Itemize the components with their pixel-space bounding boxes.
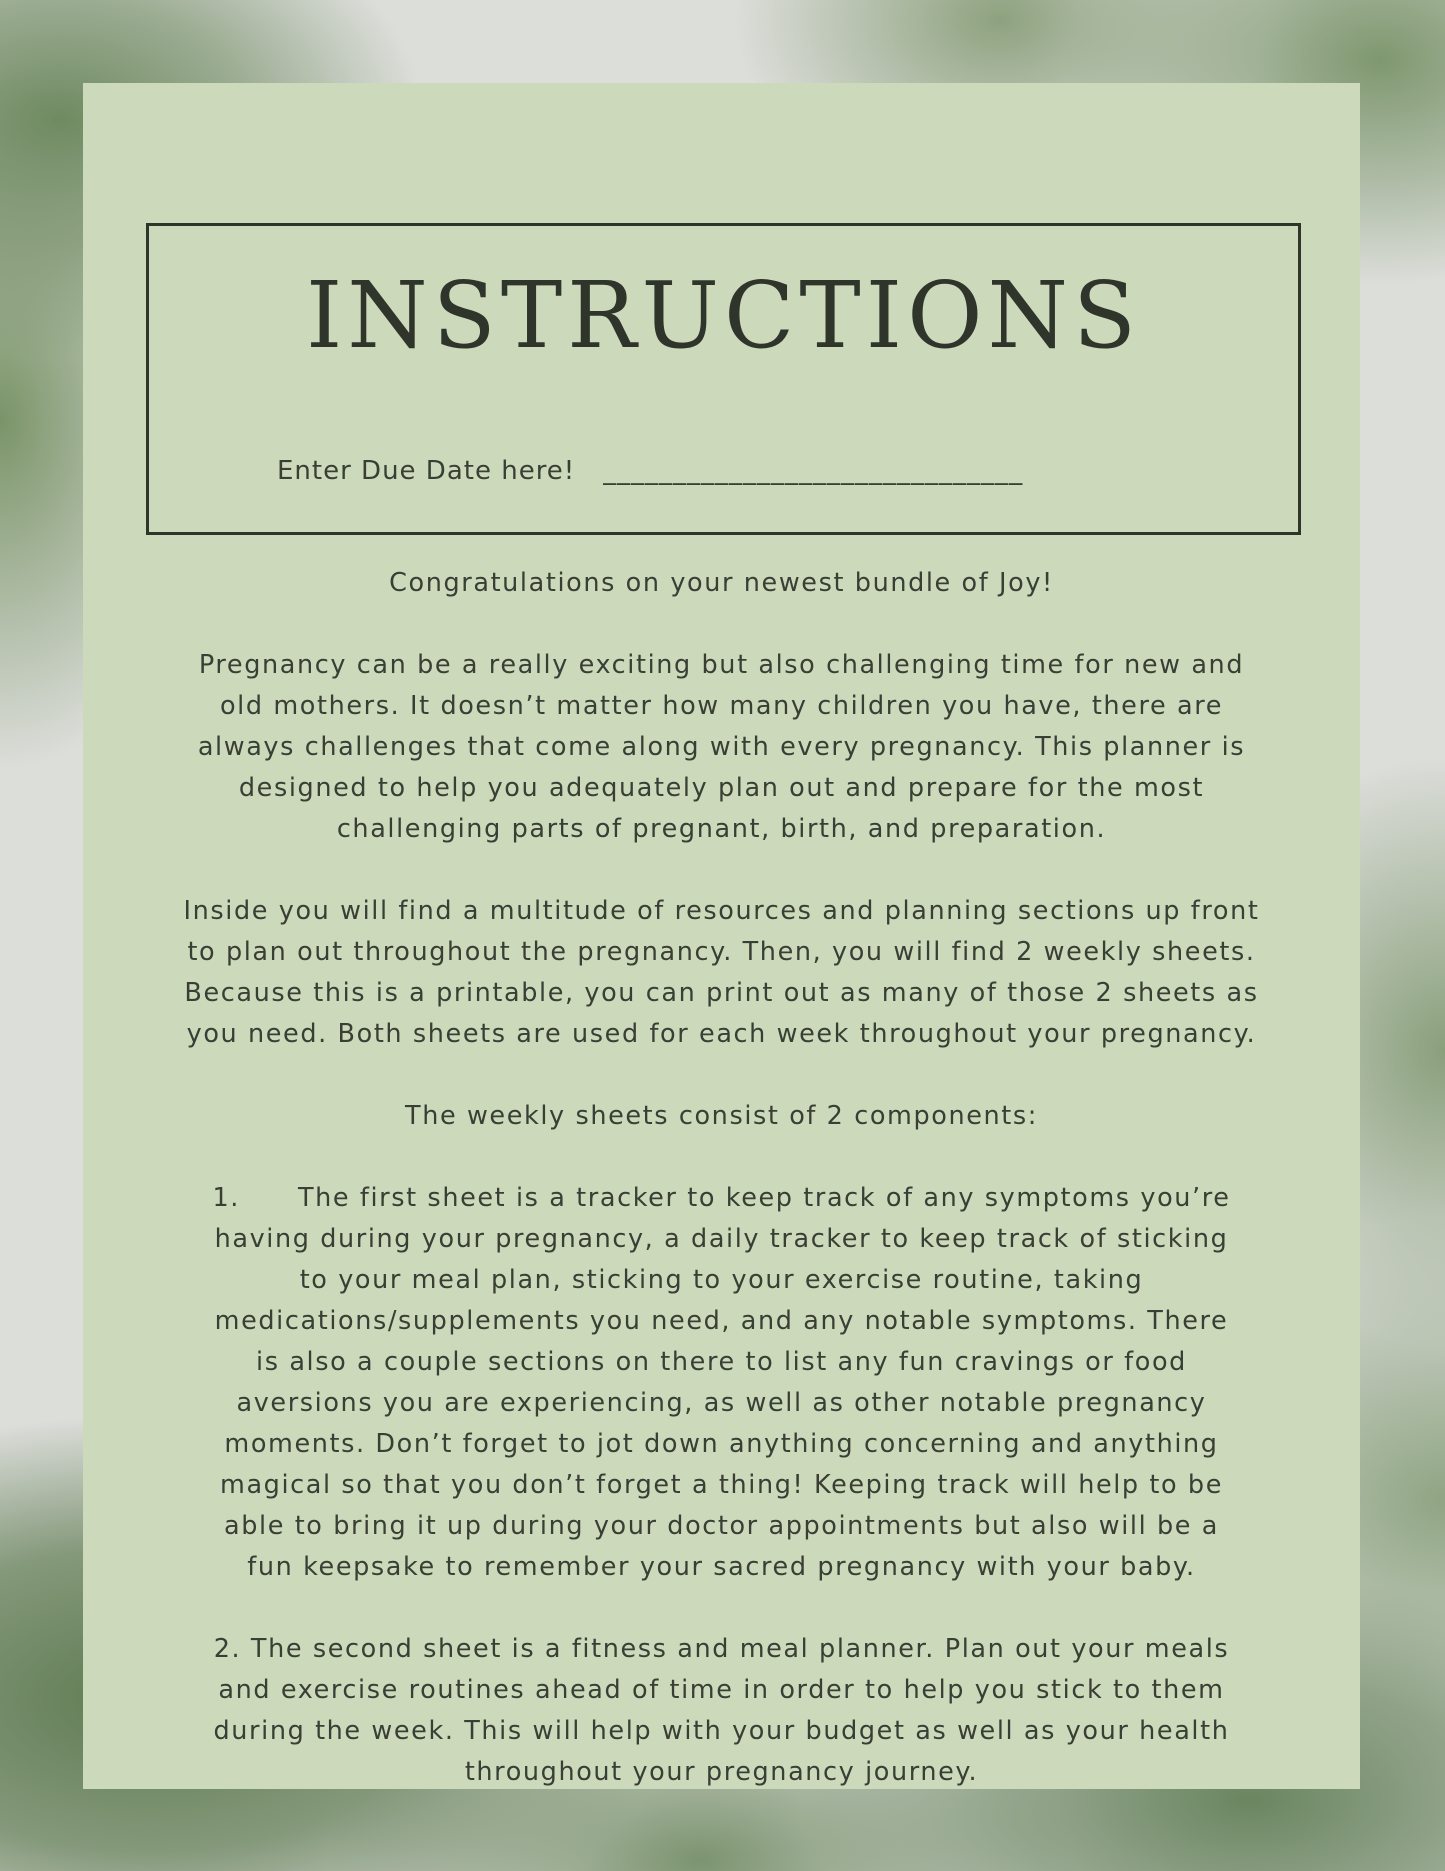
paragraph-1-line: always challenges that come along with every pregnancy. This planner is	[197, 732, 1246, 762]
item-1-line: The first sheet is a tracker to keep track of any symptoms you’re	[297, 1183, 1231, 1213]
page-title: INSTRUCTIONS	[305, 262, 1142, 369]
item-1-line: able to bring it up during your doctor appointments but also will be a	[224, 1511, 1219, 1541]
paragraph-2-line: Inside you will find a multitude of resources and planning sections up front	[183, 896, 1260, 926]
item-1-line: moments. Don’t forget to jot down anything concerning and anything	[224, 1429, 1219, 1459]
paragraph-2-line: Because this is a printable, you can print out as many of those 2 sheets as	[184, 978, 1259, 1008]
item-1-line: aversions you are experiencing, as well as other notable pregnancy	[236, 1388, 1207, 1418]
instructions-text	[183, 563, 1260, 1793]
paragraph-1-line: challenging parts of pregnant, birth, and preparation.	[336, 814, 1107, 844]
item-1-line: having during your pregnancy, a daily tracker to keep track of sticking	[214, 1224, 1229, 1254]
item-2-line: throughout your pregnancy journey.	[464, 1757, 979, 1787]
instructions-card	[83, 83, 1360, 1789]
item-1-line: is also a couple sections on there to list any fun cravings or food	[256, 1347, 1187, 1377]
list-item-1-first-line	[183, 1178, 1260, 1219]
title-box	[146, 223, 1301, 535]
item-1-line: medications/supplements you need, and any notable symptoms. There	[214, 1306, 1229, 1336]
item-2-line: and exercise routines ahead of time in order to help you stick to them	[218, 1675, 1225, 1705]
item-2-line: during the week. This will help with your budget as well as your health	[213, 1716, 1230, 1746]
paragraph-2-line: you need. Both sheets are used for each week throughout your pregnancy.	[186, 1019, 1257, 1049]
item-1-line: to your meal plan, sticking to your exercise routine, taking	[299, 1265, 1144, 1295]
due-date-label: Enter Due Date here!	[277, 456, 576, 486]
list-number-1: 1.	[212, 1183, 240, 1213]
item-1-line: magical so that you don’t forget a thing! Keeping track will help to be	[220, 1470, 1223, 1500]
components-intro: The weekly sheets consist of 2 components:	[405, 1101, 1038, 1131]
congrats-line: Congratulations on your newest bundle of Joy!	[389, 568, 1054, 598]
due-date-blank-line: ______________________________	[603, 456, 1024, 486]
paragraph-1-line: designed to help you adequately plan out and prepare for the most	[238, 773, 1205, 803]
item-1-line: fun keepsake to remember your sacred pregnancy with your baby.	[247, 1552, 1196, 1582]
due-date-row	[277, 456, 1023, 486]
paragraph-2-line: to plan out throughout the pregnancy. Then, you will find 2 weekly sheets.	[187, 937, 1256, 967]
paragraph-1-line: Pregnancy can be a really exciting but also challenging time for new and	[198, 650, 1245, 680]
item-2-line: 2. The second sheet is a fitness and meal planner. Plan out your meals	[213, 1634, 1230, 1664]
paragraph-1-line: old mothers. It doesn’t matter how many children you have, there are	[219, 691, 1224, 721]
